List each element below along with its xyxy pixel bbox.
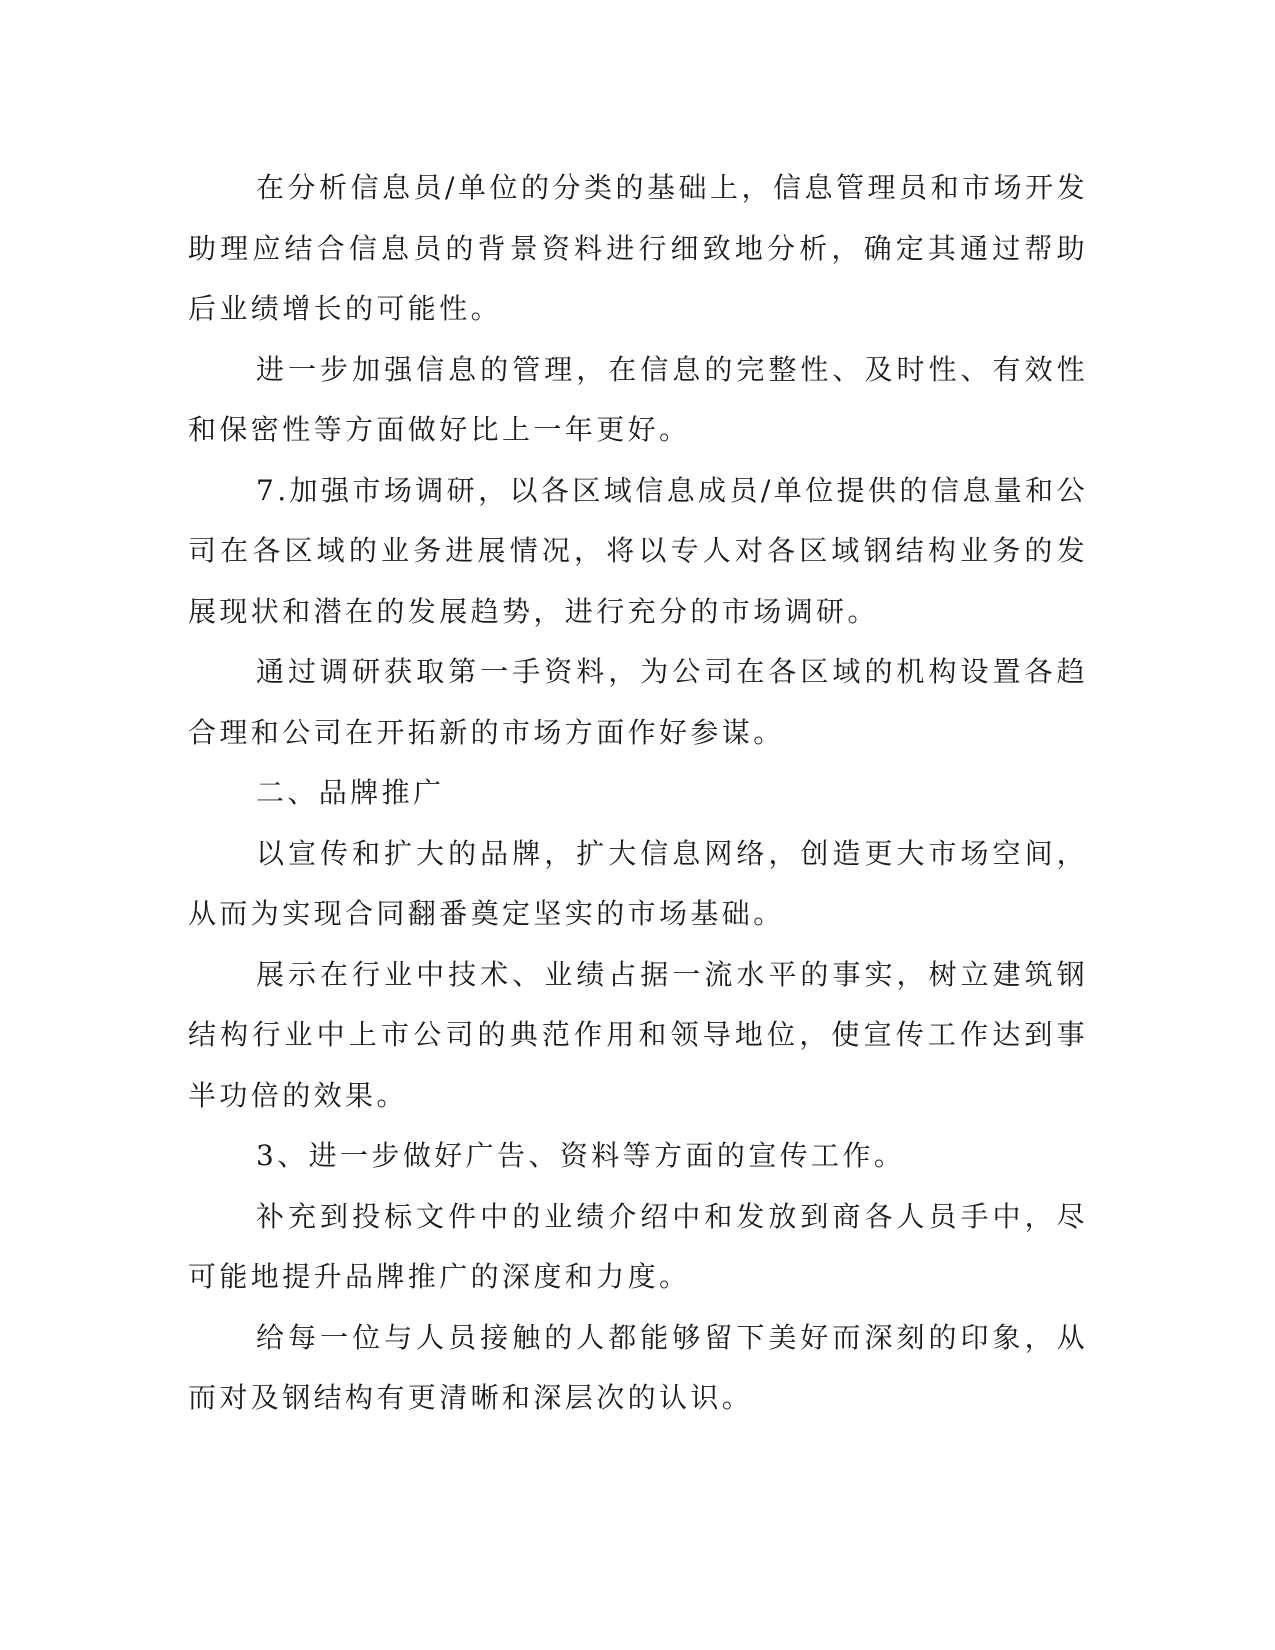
paragraph-10: 给每一位与人员接触的人都能够留下美好而深刻的印象，从而对及钢结构有更清晰和深层次的认识。 [188, 1320, 1088, 1414]
paragraph-9: 补充到投标文件中的业绩介绍中和发放到商各人员手中，尽可能地提升品牌推广的深度和力度。 [188, 1199, 1088, 1293]
paragraph-7: 展示在行业中技术、业绩占据一流水平的事实，树立建筑钢结构行业中上市公司的典范作用和领导地位，使宣传工作达到事半功倍的效果。 [188, 957, 1088, 1112]
paragraph-8: 3、进一步做好广告、资料等方面的宣传工作。 [256, 1139, 906, 1172]
paragraph-4: 通过调研获取第一手资料，为公司在各区域的机构设置各趋合理和公司在开拓新的市场方面作好参谋。 [188, 655, 1088, 749]
paragraph-6: 以宣传和扩大的品牌，扩大信息网络，创造更大市场空间，从而为实现合同翻番奠定坚实的市场基础。 [188, 836, 1088, 930]
section-heading-brand-promotion: 二、品牌推广 [256, 776, 445, 809]
paragraph-3: 7.加强市场调研，以各区域信息成员/单位提供的信息量和公司在各区域的业务进展情况，将以专人对各区域钢结构业务的发展现状和潜在的发展趋势，进行充分的市场调研。 [188, 473, 1088, 628]
paragraph-2: 进一步加强信息的管理，在信息的完整性、及时性、有效性和保密性等方面做好比上一年更好。 [188, 352, 1088, 446]
paragraph-1: 在分析信息员/单位的分类的基础上，信息管理员和市场开发助理应结合信息员的背景资料进行细致地分析，确定其通过帮助后业绩增长的可能性。 [188, 171, 1088, 325]
document-body [188, 158, 1088, 1429]
